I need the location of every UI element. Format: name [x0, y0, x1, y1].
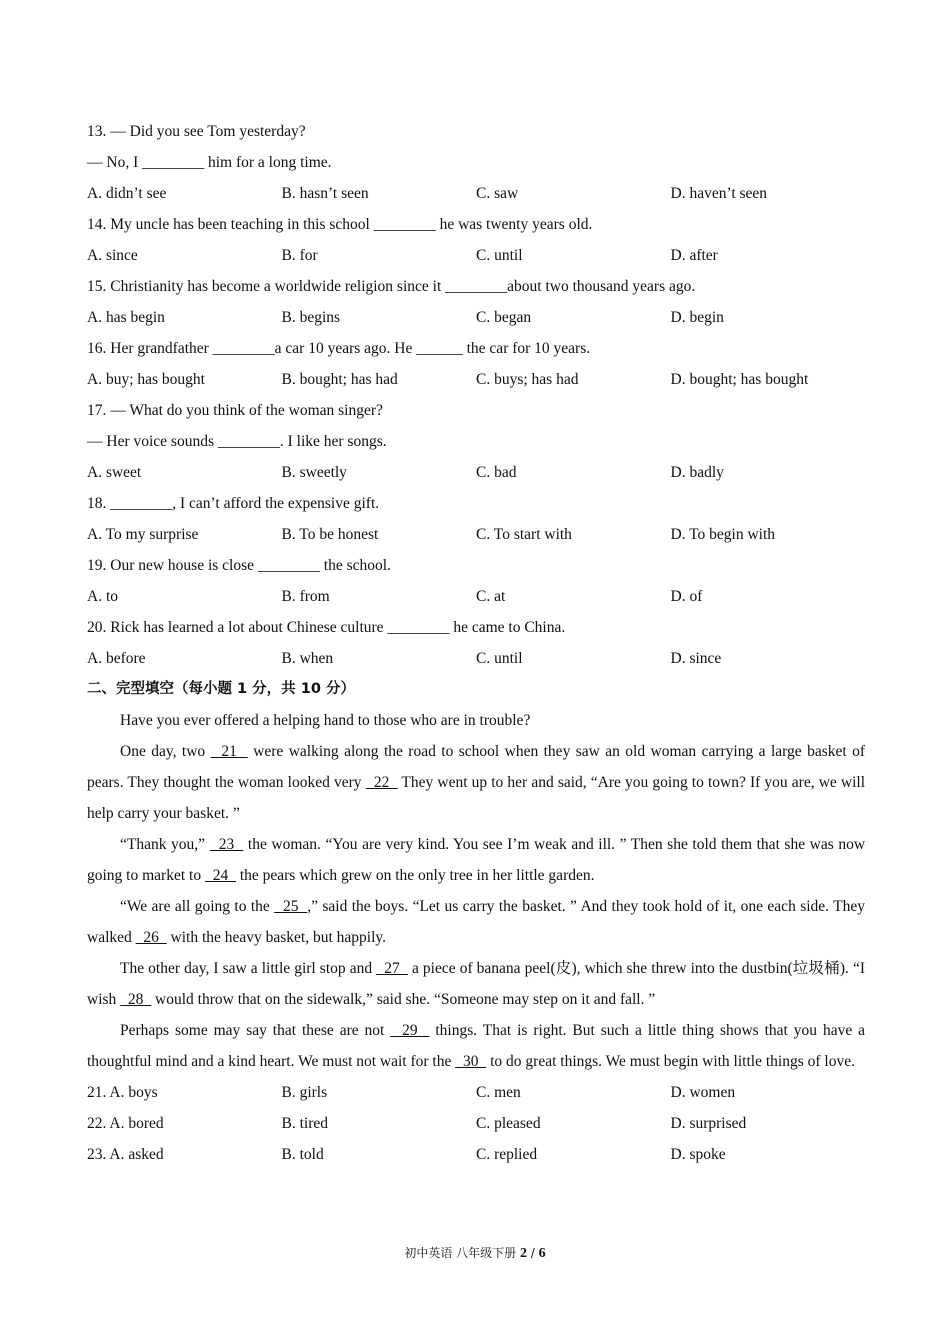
answer-option: B. when — [281, 650, 334, 667]
question-text: 15. Christianity has become a worldwide religion since it ________about two thousand years ago. — [87, 278, 696, 295]
option-row — [87, 1108, 865, 1139]
answer-option: C. saw — [476, 185, 519, 202]
page-content — [87, 116, 865, 1170]
answer-option: D. begin — [670, 309, 724, 326]
answer-option: D. bought; has bought — [670, 371, 809, 388]
option-row — [87, 178, 865, 209]
answer-option: A. to — [87, 588, 118, 605]
question-text: 14. My uncle has been teaching in this school ________ he was twenty years old. — [87, 216, 593, 233]
answer-option: B. To be honest — [281, 526, 379, 543]
option-row — [87, 240, 865, 271]
answer-option: C. pleased — [476, 1115, 541, 1132]
question-text: 20. Rick has learned a lot about Chinese culture ________ he came to China. — [87, 619, 566, 636]
cloze-options — [87, 1077, 865, 1170]
passage-paragraph: “We are all going to the 25 ,” said the boys. “Let us carry the basket. ” And they took hold of it, one each side. They walked 26 with the heavy basket, but happily. — [87, 898, 865, 946]
question-text: 17. — What do you think of the woman singer? — [87, 402, 383, 419]
blank-29: 29 — [390, 1022, 430, 1039]
blank-24: 24 — [204, 867, 236, 884]
option-row — [87, 1077, 865, 1108]
answer-option: A. sweet — [87, 464, 142, 481]
answer-option: B. sweetly — [281, 464, 347, 481]
option-row — [87, 581, 865, 612]
page-footer: 初中英语 八年级下册 2 / 6 — [404, 1246, 546, 1261]
multiple-choice-questions — [87, 116, 865, 674]
answer-option: C. replied — [476, 1146, 538, 1163]
answer-option: B. told — [281, 1146, 324, 1163]
option-row — [87, 457, 865, 488]
answer-option: D. since — [670, 650, 722, 667]
answer-option: C. buys; has had — [476, 371, 579, 388]
answer-option: 23. A. asked — [87, 1146, 164, 1163]
answer-option: A. since — [87, 247, 138, 264]
answer-option: A. buy; has bought — [87, 371, 205, 388]
answer-option: D. badly — [670, 464, 724, 481]
answer-option: A. didn’t see — [87, 185, 167, 202]
answer-option: B. hasn’t seen — [281, 185, 369, 202]
passage-paragraph: Perhaps some may say that these are not 29 things. That is right. But such a little thing shows that you have a thoughtful mind and a kind heart. We must not wait for the 30 to do great things. We must begin with little things of love. — [87, 1022, 865, 1070]
blank-27: 27 — [376, 960, 408, 977]
question-text: 16. Her grandfather ________a car 10 years ago. He ______ the car for 10 years. — [87, 340, 591, 357]
question-text: 18. ________, I can’t afford the expensive gift. — [87, 495, 380, 512]
answer-option: C. To start with — [476, 526, 572, 543]
passage-paragraph: “Thank you,” 23 the woman. “You are very kind. You see I’m weak and ill. ” Then she told them that she was now going to market to 24 the pears which grew on the only tree in her little garden. — [87, 836, 866, 884]
answer-option: C. until — [476, 247, 523, 264]
blank-26: 26 — [135, 929, 167, 946]
answer-option: B. tired — [281, 1115, 328, 1132]
answer-option: D. haven’t seen — [670, 185, 768, 202]
blank-25: 25 — [274, 898, 308, 915]
blank-28: 28 — [120, 991, 152, 1008]
option-row — [87, 302, 865, 333]
answer-option: D. after — [670, 247, 718, 264]
option-row — [87, 364, 865, 395]
answer-option: A. has begin — [87, 309, 165, 326]
blank-21: 21 — [210, 743, 248, 760]
answer-option: B. begins — [281, 309, 341, 326]
answer-option: B. for — [281, 247, 318, 264]
option-row — [87, 1139, 865, 1170]
answer-option: D. surprised — [670, 1115, 747, 1132]
answer-option: A. before — [87, 650, 146, 667]
answer-option: 22. A. bored — [87, 1115, 164, 1132]
cloze-passage — [87, 705, 865, 1077]
answer-option: 21. A. boys — [87, 1084, 158, 1101]
answer-option: C. began — [476, 309, 532, 326]
blank-22: 22 — [365, 774, 398, 791]
question-text: — No, I ________ him for a long time. — [87, 154, 332, 171]
answer-option: B. girls — [281, 1084, 328, 1101]
passage-paragraph: The other day, I saw a little girl stop and 27 a piece of banana peel(皮), which she threw into the dustbin(垃圾桶). “I wish 28 would throw that on the sidewalk,” said she. “Someone may step on it and fall. ” — [87, 960, 866, 1008]
option-row — [87, 519, 865, 550]
answer-option: A. To my surprise — [87, 526, 199, 543]
answer-option: B. bought; has had — [281, 371, 398, 388]
option-row — [87, 643, 865, 674]
answer-option: C. at — [476, 588, 506, 605]
answer-option: D. women — [670, 1084, 736, 1101]
blank-23: 23 — [209, 836, 244, 853]
answer-option: D. spoke — [670, 1146, 726, 1163]
answer-option: B. from — [281, 588, 330, 605]
answer-option: C. men — [476, 1084, 521, 1101]
question-text: 13. — Did you see Tom yesterday? — [87, 123, 306, 140]
answer-option: D. To begin with — [670, 526, 776, 543]
passage-paragraph: One day, two 21 were walking along the road to school when they saw an old woman carrying a large basket of pears. They thought the woman looked very 22 They went up to her and said, “Are you going to town? If you are, we will help carry your basket. ” — [87, 743, 865, 822]
answer-option: C. until — [476, 650, 523, 667]
question-text: 19. Our new house is close ________ the school. — [87, 557, 391, 574]
answer-option: D. of — [670, 588, 703, 605]
question-text: — Her voice sounds ________. I like her songs. — [87, 433, 387, 450]
section-heading: 二、完型填空（每小题 1 分，共 10 分） — [87, 681, 355, 697]
answer-option: C. bad — [476, 464, 517, 481]
blank-30: 30 — [455, 1053, 487, 1070]
passage-paragraph: Have you ever offered a helping hand to those who are in trouble? — [120, 712, 531, 729]
